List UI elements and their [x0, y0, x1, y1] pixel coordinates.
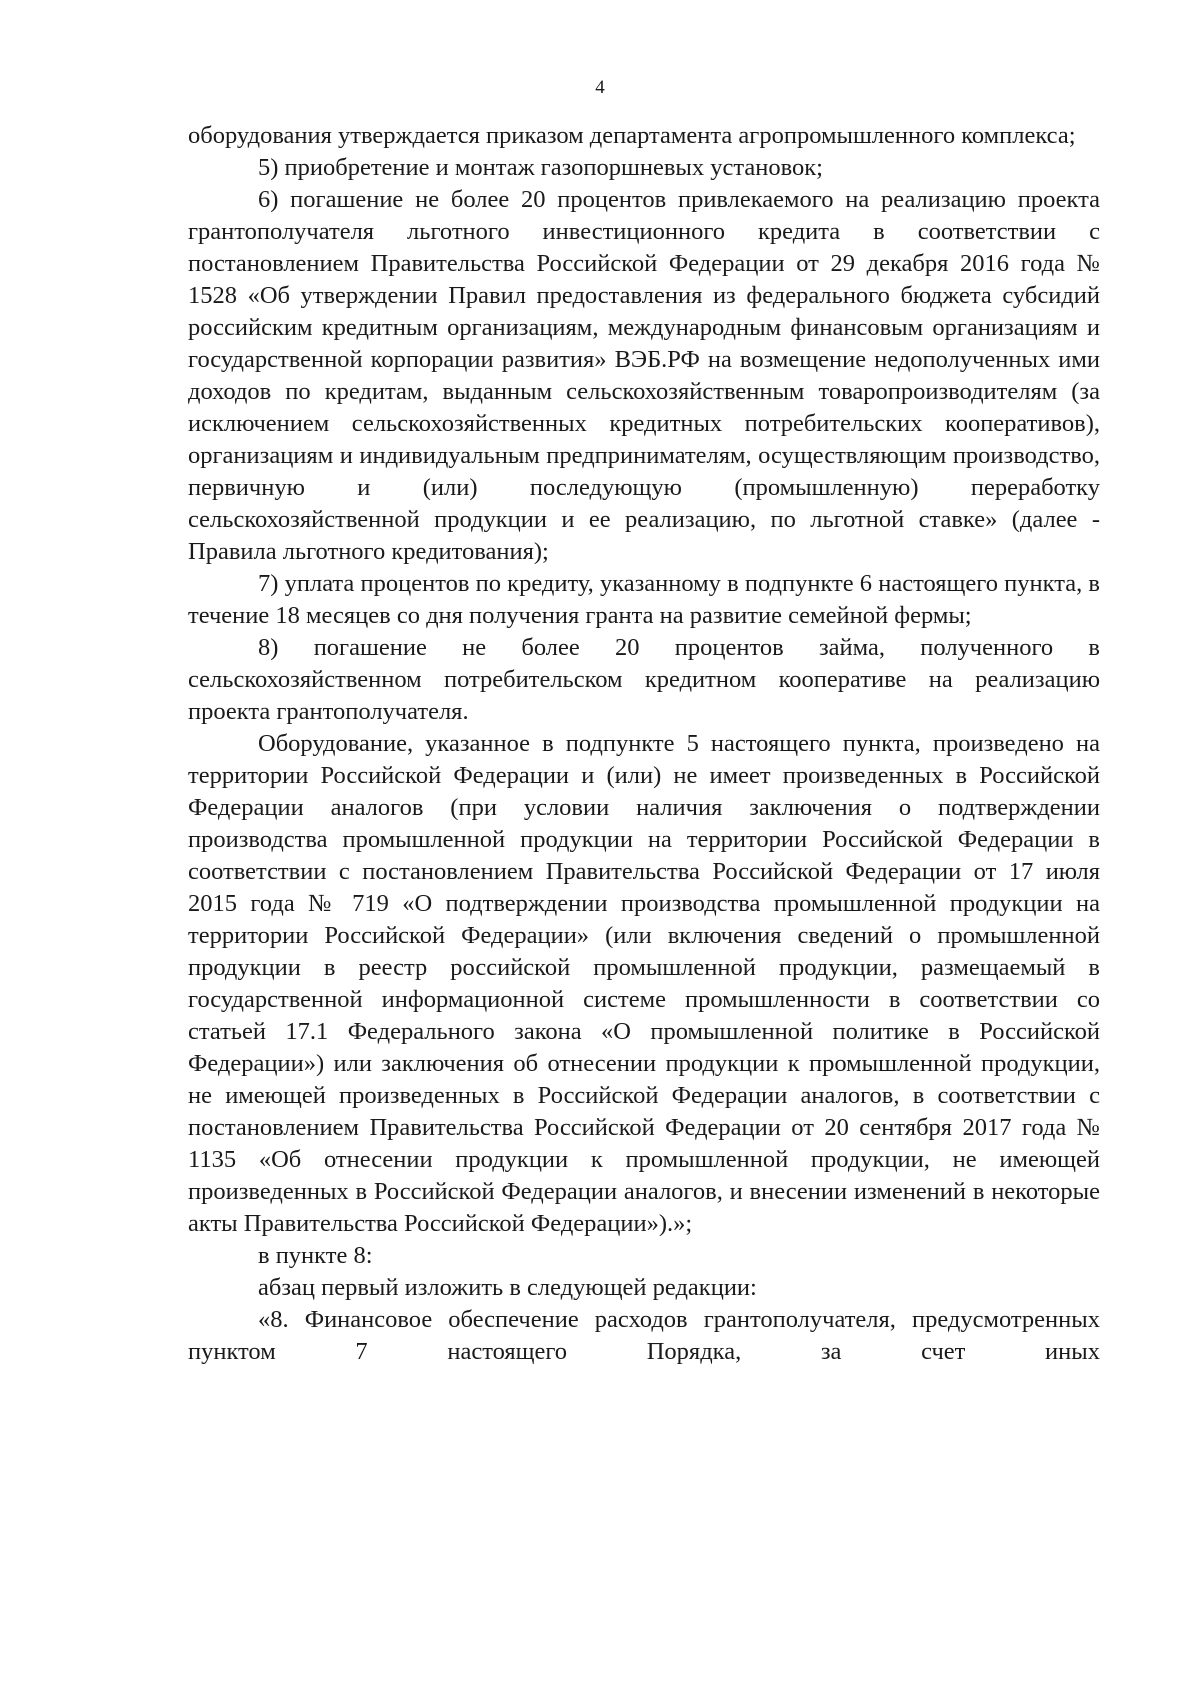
paragraph-item-6: 6) погашение не более 20 процентов привлекаемого на реализацию проекта грантополучателя льготного инвестиционного кредита в соответствии с постановлением Правительства Российской Федерации от 29 декабря 2016 года № 1528 «Об утверждении Правил предоставления из федерального бюджета субсидий российским кредитным организациям, международным финансовым организациям и государственной корпорации развития» ВЭБ.РФ на возмещение недополученных ими доходов по кредитам, выданным сельскохозяйственным товаропроизводителям (за исключением сельскохозяйственных кредитных потребительских кооперативов), организациям и индивидуальным предпринимателям, осуществляющим производство, первичную и (или) последующую (промышленную) переработку сельскохозяйственной продукции и ее реализацию, по льготной ставке» (далее - Правила льготного кредитования); [188, 186, 1100, 565]
paragraph-point-8-text: «8. Финансовое обеспечение расходов грантополучателя, предусмотренных пунктом 7 настоящего Порядка, за счет иных [188, 1306, 1100, 1365]
paragraph-item-5: 5) приобретение и монтаж газопоршневых установок; [258, 154, 823, 181]
document-body [188, 120, 1100, 1368]
paragraph-item-7: 7) уплата процентов по кредиту, указанному в подпункте 6 настоящего пункта, в течение 18 месяцев со дня получения гранта на развитие семейной фермы; [188, 570, 1100, 629]
paragraph-point-8-intro: в пункте 8: [258, 1242, 373, 1269]
page-number: 4 [595, 77, 605, 98]
paragraph-item-8: 8) погашение не более 20 процентов займа, полученного в сельскохозяйственном потребительском кредитном кооперативе на реализацию проекта грантополучателя. [188, 634, 1100, 725]
paragraph-first-abzac: абзац первый изложить в следующей редакции: [258, 1274, 757, 1301]
paragraph-equipment-approval: оборудования утверждается приказом департамента агропромышленного комплекса; [188, 122, 1076, 149]
paragraph-equipment-origin: Оборудование, указанное в подпункте 5 настоящего пункта, произведено на территории Российской Федерации и (или) не имеет произведенных в Российской Федерации аналогов (при условии наличия заключения о подтверждении производства промышленной продукции на территории Российской Федерации в соответствии с постановлением Правительства Российской Федерации от 17 июля 2015 года № 719 «О подтверждении производства промышленной продукции на территории Российской Федерации» (или включения сведений о промышленной продукции в реестр российской промышленной продукции, размещаемый в государственной информационной системе промышленности в соответствии со статьей 17.1 Федерального закона «О промышленной политике в Российской Федерации») или заключения об отнесении продукции к промышленной продукции, не имеющей произведенных в Российской Федерации аналогов, в соответствии с постановлением Правительства Российской Федерации от 20 сентября 2017 года № 1135 «Об отнесении продукции к промышленной продукции, не имеющей произведенных в Российской Федерации аналогов, и внесении изменений в некоторые акты Правительства Российской Федерации»).»; [188, 730, 1100, 1237]
